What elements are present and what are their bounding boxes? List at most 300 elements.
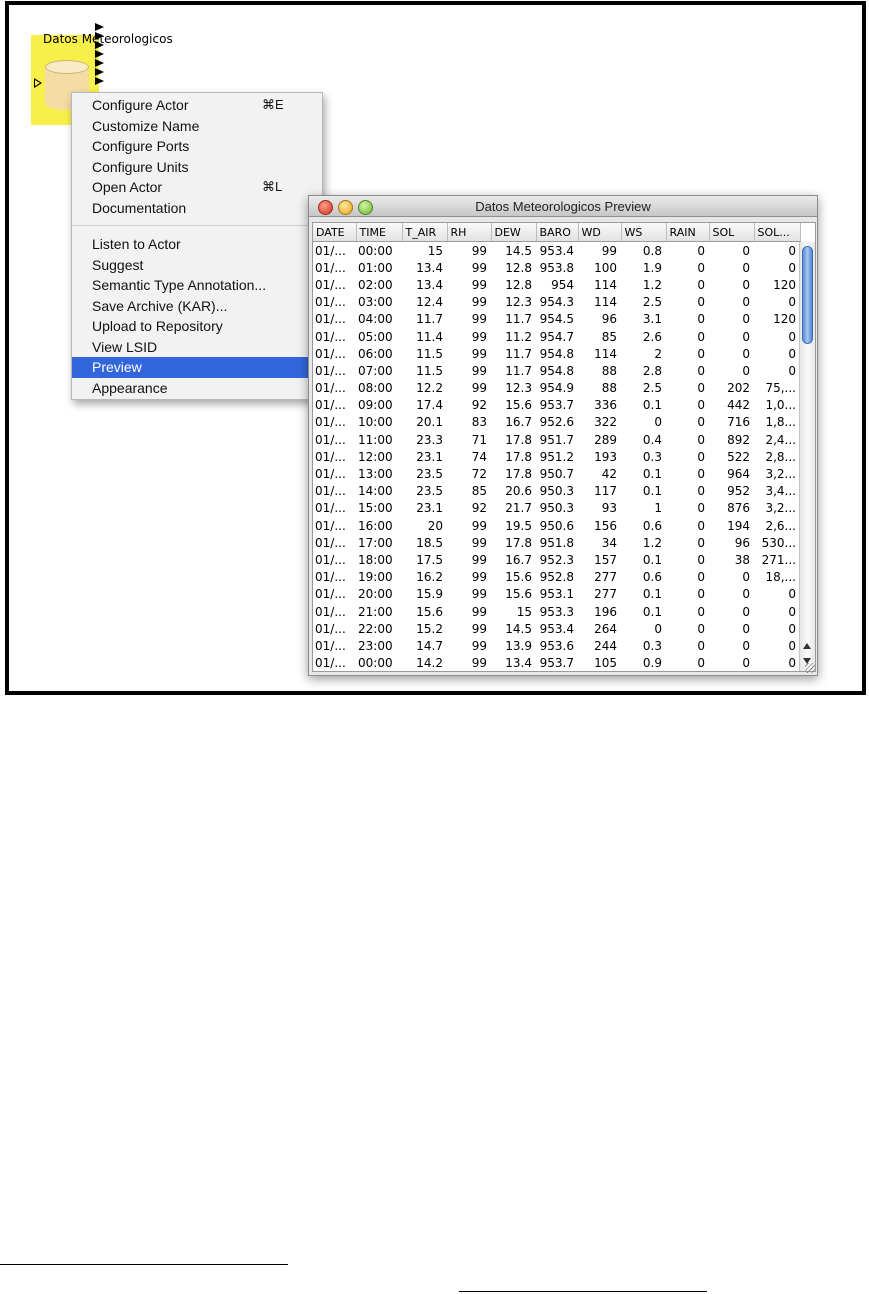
table-cell: 01/... [315, 277, 346, 292]
input-port-icon[interactable] [34, 78, 42, 88]
table-cell: 12.3 [505, 381, 532, 396]
table-cell: 0 [697, 621, 705, 636]
table-cell: 442 [727, 398, 750, 413]
table-row[interactable] [313, 517, 800, 534]
column-header[interactable]: DEW [491, 223, 536, 242]
table-cell: 99 [471, 587, 487, 602]
table-cell: 01/... [315, 329, 346, 344]
menu-item-view-lsid[interactable] [72, 337, 322, 358]
table-row[interactable] [313, 328, 800, 345]
table-cell: 0 [697, 260, 705, 275]
table-cell: 14.2 [416, 656, 443, 671]
table-cell: 950.3 [539, 484, 574, 499]
table-row[interactable] [313, 276, 800, 293]
table-cell: 99 [471, 535, 487, 550]
table-cell: 85 [471, 484, 487, 499]
table-cell: 156 [594, 518, 617, 533]
table-cell: 953.4 [539, 243, 574, 258]
table-cell: 74 [471, 449, 487, 464]
table-cell: 01/... [315, 415, 346, 430]
output-port-icon[interactable] [95, 41, 104, 49]
table-cell: 0 [697, 432, 705, 447]
table-cell: 0 [697, 552, 705, 567]
table-cell: 950.7 [539, 467, 574, 482]
table-cell: 01/... [315, 501, 346, 516]
table-cell: 0 [788, 329, 796, 344]
output-port-icon[interactable] [95, 32, 104, 40]
menu-item-label: Configure Units [92, 158, 189, 175]
table-cell: 15.6 [505, 398, 532, 413]
table-cell: 1,8... [765, 415, 796, 430]
preview-window [308, 195, 818, 676]
table-cell: 08:00 [358, 381, 393, 396]
table-cell: 85 [601, 329, 617, 344]
menu-item-customize-name[interactable] [72, 116, 322, 137]
table-cell: 11.5 [416, 346, 443, 361]
table-cell: 0 [742, 621, 750, 636]
table-row[interactable] [313, 448, 800, 465]
table-cell: 15.6 [416, 604, 443, 619]
table-cell: 99 [471, 381, 487, 396]
table-cell: 953.3 [539, 604, 574, 619]
table-cell: 0 [788, 621, 796, 636]
table-cell: 0 [742, 656, 750, 671]
table-row[interactable] [313, 655, 800, 672]
table-cell: 196 [594, 604, 617, 619]
column-header[interactable]: RAIN [666, 223, 709, 242]
table-cell: 15 [427, 243, 443, 258]
table-cell: 01/... [315, 518, 346, 533]
menu-shortcut: ⌘E [262, 97, 284, 112]
table-cell: 02:00 [358, 277, 393, 292]
menu-item-semantic-type-annotation[interactable] [72, 275, 322, 296]
table-cell: 05:00 [358, 329, 393, 344]
table-cell: 01/... [315, 587, 346, 602]
table-cell: 0 [742, 638, 750, 653]
table-cell: 0 [697, 501, 705, 516]
table-cell: 0 [654, 621, 662, 636]
table-cell: 0.4 [642, 432, 662, 447]
table-cell: 950.6 [539, 518, 574, 533]
table-cell: 876 [727, 501, 750, 516]
table-cell: 99 [471, 552, 487, 567]
table-cell: 336 [594, 398, 617, 413]
table-cell: 0 [788, 260, 796, 275]
table-row[interactable] [313, 397, 800, 414]
table-cell: 99 [471, 570, 487, 585]
table-cell: 11.7 [505, 346, 532, 361]
menu-item-label: Suggest [92, 256, 144, 273]
screenshot-frame [5, 1, 866, 695]
table-cell: 13.9 [505, 638, 532, 653]
table-cell: 17.5 [416, 552, 443, 567]
table-cell: 15 [516, 604, 532, 619]
table-row[interactable] [313, 294, 800, 311]
table-cell: 2.5 [642, 295, 662, 310]
scrollbar-thumb[interactable] [802, 246, 813, 344]
table-cell: 99 [471, 243, 487, 258]
table-cell: 1.9 [642, 260, 662, 275]
table-cell: 0 [697, 604, 705, 619]
menu-item-suggest[interactable] [72, 255, 322, 276]
table-cell: 950.3 [539, 501, 574, 516]
table-cell: 96 [601, 312, 617, 327]
table-cell: 277 [594, 587, 617, 602]
preview-window-title: Datos Meteorologicos Preview [475, 199, 651, 214]
table-cell: 11:00 [358, 432, 393, 447]
table-cell: 23.5 [416, 467, 443, 482]
table-cell: 0 [788, 656, 796, 671]
table-row[interactable] [313, 483, 800, 500]
table-cell: 530... [761, 535, 796, 550]
table-cell: 12.2 [416, 381, 443, 396]
table-cell: 13.4 [505, 656, 532, 671]
table-cell: 01/... [315, 295, 346, 310]
table-cell: 0 [742, 329, 750, 344]
table-cell: 0 [742, 260, 750, 275]
table-cell: 01/... [315, 312, 346, 327]
menu-item-preview[interactable] [72, 357, 322, 378]
table-cell: 22:00 [358, 621, 393, 636]
table-cell: 0 [742, 570, 750, 585]
table-cell: 12:00 [358, 449, 393, 464]
footnote-rule [0, 1264, 288, 1265]
column-header[interactable]: SOL... [754, 223, 800, 242]
table-cell: 19.5 [505, 518, 532, 533]
table-cell: 75,... [765, 381, 796, 396]
table-cell: 0 [697, 363, 705, 378]
table-cell: 17.8 [505, 432, 532, 447]
table-cell: 953.6 [539, 638, 574, 653]
menu-item-appearance[interactable] [72, 378, 322, 399]
table-cell: 01/... [315, 260, 346, 275]
table-cell: 18:00 [358, 552, 393, 567]
table-cell: 522 [727, 449, 750, 464]
table-cell: 120 [773, 277, 796, 292]
table-cell: 1.2 [642, 277, 662, 292]
table-cell: 11.7 [505, 363, 532, 378]
menu-item-upload-to-repository[interactable] [72, 316, 322, 337]
table-cell: 2.8 [642, 363, 662, 378]
menu-item-documentation[interactable] [72, 198, 322, 219]
table-cell: 11.7 [416, 312, 443, 327]
table-cell: 716 [727, 415, 750, 430]
table-cell: 01/... [315, 484, 346, 499]
table-cell: 952.8 [539, 570, 574, 585]
table-cell: 117 [594, 484, 617, 499]
table-cell: 92 [471, 398, 487, 413]
table-cell: 0 [742, 277, 750, 292]
column-header[interactable]: RH [447, 223, 491, 242]
table-cell: 271... [761, 552, 796, 567]
menu-item-label: Appearance [92, 379, 168, 396]
table-cell: 0.9 [642, 656, 662, 671]
table-cell: 17:00 [358, 535, 393, 550]
table-cell: 13.4 [416, 260, 443, 275]
table-cell: 0.8 [642, 243, 662, 258]
menu-item-configure-units[interactable] [72, 157, 322, 178]
table-cell: 954.5 [539, 312, 574, 327]
table-cell: 105 [594, 656, 617, 671]
table-cell: 23:00 [358, 638, 393, 653]
table-row[interactable] [313, 414, 800, 431]
table-cell: 954.3 [539, 295, 574, 310]
table-cell: 23.3 [416, 432, 443, 447]
table-cell: 99 [471, 312, 487, 327]
table-cell: 99 [471, 346, 487, 361]
table-cell: 99 [471, 604, 487, 619]
table-row[interactable] [313, 259, 800, 276]
table-cell: 99 [471, 295, 487, 310]
table-cell: 2,8... [765, 449, 796, 464]
preview-titlebar[interactable] [309, 196, 817, 217]
table-cell: 0 [742, 587, 750, 602]
output-port-icon[interactable] [95, 77, 104, 85]
table-cell: 0 [697, 243, 705, 258]
table-cell: 3.1 [642, 312, 662, 327]
table-cell: 09:00 [358, 398, 393, 413]
table-cell: 952.3 [539, 552, 574, 567]
menu-item-label: Open Actor [92, 179, 163, 195]
table-cell: 01/... [315, 638, 346, 653]
column-header[interactable]: WS [621, 223, 666, 242]
table-cell: 202 [727, 381, 750, 396]
table-row[interactable] [313, 637, 800, 654]
table-cell: 01/... [315, 398, 346, 413]
table-cell: 16.2 [416, 570, 443, 585]
table-cell: 14.5 [505, 243, 532, 258]
table-cell: 954 [551, 277, 574, 292]
table-cell: 12.8 [505, 277, 532, 292]
scroll-up-arrow-icon[interactable] [803, 643, 811, 649]
table-cell: 00:00 [358, 656, 393, 671]
table-cell: 71 [471, 432, 487, 447]
table-row[interactable] [313, 534, 800, 551]
column-header[interactable]: BARO [536, 223, 578, 242]
table-cell: 0 [697, 449, 705, 464]
menu-item-label: View LSID [92, 338, 158, 355]
table-cell: 892 [727, 432, 750, 447]
table-row[interactable] [313, 362, 800, 379]
resize-grip-icon[interactable] [805, 663, 815, 673]
table-row[interactable] [313, 500, 800, 517]
table-cell: 0 [788, 587, 796, 602]
menu-item-label: Upload to Repository [92, 318, 223, 334]
table-cell: 954.7 [539, 329, 574, 344]
menu-item-save-archive[interactable] [72, 296, 322, 317]
table-row[interactable] [313, 603, 800, 620]
table-cell: 120 [773, 312, 796, 327]
menu-item-label: Customize Name [92, 117, 200, 134]
table-cell: 0 [742, 312, 750, 327]
table-cell: 951.7 [539, 432, 574, 447]
table-cell: 0.6 [642, 518, 662, 533]
table-cell: 15:00 [358, 501, 393, 516]
table-cell: 3,2... [765, 467, 796, 482]
table-cell: 11.2 [505, 329, 532, 344]
table-cell: 0.3 [642, 638, 662, 653]
menu-item-configure-ports[interactable] [72, 136, 322, 157]
table-cell: 13:00 [358, 467, 393, 482]
table-cell: 19:00 [358, 570, 393, 585]
table-row[interactable] [313, 242, 800, 260]
column-header[interactable]: TIME [356, 223, 402, 242]
table-cell: 0 [697, 398, 705, 413]
table-cell: 3,4... [765, 484, 796, 499]
table-cell: 953.8 [539, 260, 574, 275]
menu-shortcut: ⌘L [262, 179, 283, 194]
table-cell: 21:00 [358, 604, 393, 619]
table-cell: 0 [742, 604, 750, 619]
table-row[interactable] [313, 311, 800, 328]
table-cell: 18.5 [416, 535, 443, 550]
menu-item-label: Configure Ports [92, 138, 190, 154]
table-cell: 0 [697, 587, 705, 602]
table-cell: 322 [594, 415, 617, 430]
table-cell: 15.6 [505, 570, 532, 585]
footnote-link-underline [459, 1291, 707, 1292]
table-cell: 88 [601, 381, 617, 396]
table-cell: 03:00 [358, 295, 393, 310]
output-port-icon[interactable] [95, 59, 104, 67]
output-port-icon[interactable] [95, 50, 104, 58]
table-cell: 277 [594, 570, 617, 585]
table-cell: 244 [594, 638, 617, 653]
table-cell: 0.3 [642, 449, 662, 464]
table-row[interactable] [313, 345, 800, 362]
preview-table-container [312, 222, 816, 672]
table-cell: 0 [788, 638, 796, 653]
menu-item-configure-actor[interactable] [72, 95, 322, 116]
actor-label: Datos Meteorologicos [43, 32, 173, 46]
table-cell: 11.5 [416, 363, 443, 378]
context-menu [71, 92, 323, 400]
menu-item-listen-to-actor[interactable] [72, 234, 322, 255]
menu-item-label: Listen to Actor [92, 236, 181, 252]
table-cell: 01/... [315, 570, 346, 585]
table-cell: 0 [742, 295, 750, 310]
table-cell: 99 [471, 329, 487, 344]
table-row[interactable] [313, 586, 800, 603]
column-header[interactable]: DATE [313, 223, 356, 242]
table-cell: 20.6 [505, 484, 532, 499]
table-cell: 16:00 [358, 518, 393, 533]
table-cell: 193 [594, 449, 617, 464]
table-cell: 88 [601, 363, 617, 378]
table-cell: 00:00 [358, 243, 393, 258]
table-row[interactable] [313, 431, 800, 448]
table-cell: 12.8 [505, 260, 532, 275]
menu-item-label: Semantic Type Annotation... [92, 277, 267, 293]
table-cell: 0 [697, 312, 705, 327]
table-cell: 01/... [315, 363, 346, 378]
table-cell: 0 [742, 243, 750, 258]
table-cell: 952 [727, 484, 750, 499]
table-cell: 17.8 [505, 535, 532, 550]
table-cell: 99 [471, 638, 487, 653]
table-cell: 0 [697, 638, 705, 653]
table-cell: 0 [788, 295, 796, 310]
table-cell: 964 [727, 467, 750, 482]
table-cell: 0 [654, 415, 662, 430]
table-cell: 0.1 [642, 552, 662, 567]
table-cell: 114 [594, 295, 617, 310]
table-cell: 20 [427, 518, 443, 533]
table-cell: 3,2... [765, 501, 796, 516]
table-cell: 0 [742, 346, 750, 361]
table-cell: 954.8 [539, 363, 574, 378]
column-header[interactable]: T_AIR [402, 223, 447, 242]
table-row[interactable] [313, 551, 800, 568]
table-cell: 96 [734, 535, 750, 550]
table-cell: 1,0... [765, 398, 796, 413]
table-cell: 951.8 [539, 535, 574, 550]
table-cell: 0 [788, 363, 796, 378]
table-cell: 23.1 [416, 501, 443, 516]
vertical-scrollbar[interactable] [799, 242, 815, 671]
output-port-icon[interactable] [95, 23, 104, 31]
table-cell: 34 [601, 535, 617, 550]
table-cell: 21.7 [505, 501, 532, 516]
table-cell: 0 [742, 363, 750, 378]
table-cell: 264 [594, 621, 617, 636]
table-cell: 10:00 [358, 415, 393, 430]
menu-item-label: Configure Actor [92, 97, 189, 113]
table-row[interactable] [313, 569, 800, 586]
table-cell: 2.6 [642, 329, 662, 344]
table-cell: 17.8 [505, 449, 532, 464]
table-cell: 114 [594, 277, 617, 292]
table-cell: 17.8 [505, 467, 532, 482]
preview-table [313, 223, 801, 672]
table-cell: 0 [697, 518, 705, 533]
output-port-icon[interactable] [95, 68, 104, 76]
table-cell: 0 [788, 243, 796, 258]
table-cell: 0.1 [642, 467, 662, 482]
output-ports [95, 23, 107, 86]
table-row[interactable] [313, 465, 800, 482]
table-cell: 289 [594, 432, 617, 447]
table-cell: 2.5 [642, 381, 662, 396]
table-cell: 99 [471, 518, 487, 533]
table-cell: 16.7 [505, 552, 532, 567]
table-cell: 0 [697, 484, 705, 499]
menu-item-open-actor[interactable] [72, 177, 322, 198]
table-cell: 0 [697, 277, 705, 292]
table-cell: 01/... [315, 656, 346, 671]
table-cell: 2,4... [765, 432, 796, 447]
column-header[interactable]: SOL [709, 223, 754, 242]
menu-item-label: Preview [92, 359, 142, 375]
table-cell: 15.6 [505, 587, 532, 602]
table-cell: 15.2 [416, 621, 443, 636]
table-row[interactable] [313, 620, 800, 637]
table-cell: 23.5 [416, 484, 443, 499]
column-header[interactable]: WD [578, 223, 621, 242]
table-cell: 0 [788, 604, 796, 619]
table-cell: 0.1 [642, 587, 662, 602]
table-cell: 72 [471, 467, 487, 482]
table-cell: 83 [471, 415, 487, 430]
table-cell: 20.1 [416, 415, 443, 430]
table-cell: 953.7 [539, 656, 574, 671]
table-cell: 42 [601, 467, 617, 482]
table-cell: 100 [594, 260, 617, 275]
table-cell: 99 [471, 363, 487, 378]
table-cell: 12.3 [505, 295, 532, 310]
table-row[interactable] [313, 380, 800, 397]
table-cell: 11.7 [505, 312, 532, 327]
